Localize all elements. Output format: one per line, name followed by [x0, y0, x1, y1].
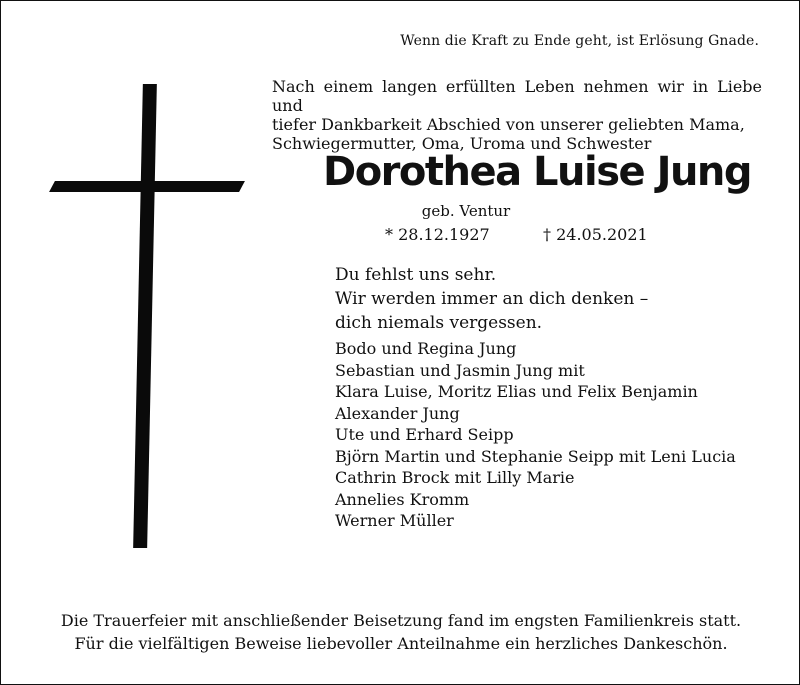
mourner-entry: Björn Martin und Stephanie Seipp mit Leni Lucia: [335, 446, 736, 466]
cross-vertical-bar: [133, 84, 157, 548]
poem: [335, 263, 648, 335]
poem-line: Du fehlst uns sehr.: [335, 265, 497, 285]
footer-line: Die Trauerfeier mit anschließender Beisetzung fand im engsten Familienkreis statt.: [60, 611, 742, 630]
cross-horizontal-bar: [49, 181, 245, 192]
mourner-entry: Ute und Erhard Seipp: [335, 425, 514, 444]
birth-date: * 28.12.1927: [385, 225, 490, 244]
poem-line: Wir werden immer an dich denken –: [335, 289, 649, 309]
deceased-name: Dorothea Luise Jung: [323, 149, 752, 195]
mourner-entry: Bodo und Regina Jung: [335, 339, 517, 358]
mourner-entry: Sebastian und Jasmin Jung mit: [335, 360, 585, 380]
poem-line: dich niemals vergessen.: [335, 313, 543, 333]
intro-line: Nach einem langen erfüllten Leben nehmen wir in Liebe und: [272, 77, 762, 115]
mourner-entry: Annelies Kromm: [335, 489, 470, 509]
intro-line: tiefer Dankbarkeit Abschied von unserer geliebten Mama,: [272, 115, 745, 134]
mourners-list: [335, 338, 736, 532]
intro-line: Schwiegermutter, Oma, Uroma und Schwester: [272, 134, 652, 153]
mourner-entry: Werner Müller: [335, 511, 454, 530]
mourner-entry: Cathrin Brock mit Lilly Marie: [335, 468, 575, 487]
footer-line: Für die vielfältigen Beweise liebevoller Anteilnahme ein herzliches Dankeschön.: [74, 634, 728, 653]
maiden-name: geb. Ventur: [421, 202, 511, 220]
cross-icon: [51, 81, 243, 549]
footer-text: [1, 609, 800, 655]
death-date: † 24.05.2021: [543, 225, 648, 244]
motto-quote: Wenn die Kraft zu Ende geht, ist Erlösung Gnade.: [400, 33, 759, 49]
mourner-entry: Klara Luise, Moritz Elias und Felix Benjamin: [335, 382, 698, 401]
intro-text: [272, 77, 762, 153]
mourner-entry: Alexander Jung: [335, 403, 460, 423]
